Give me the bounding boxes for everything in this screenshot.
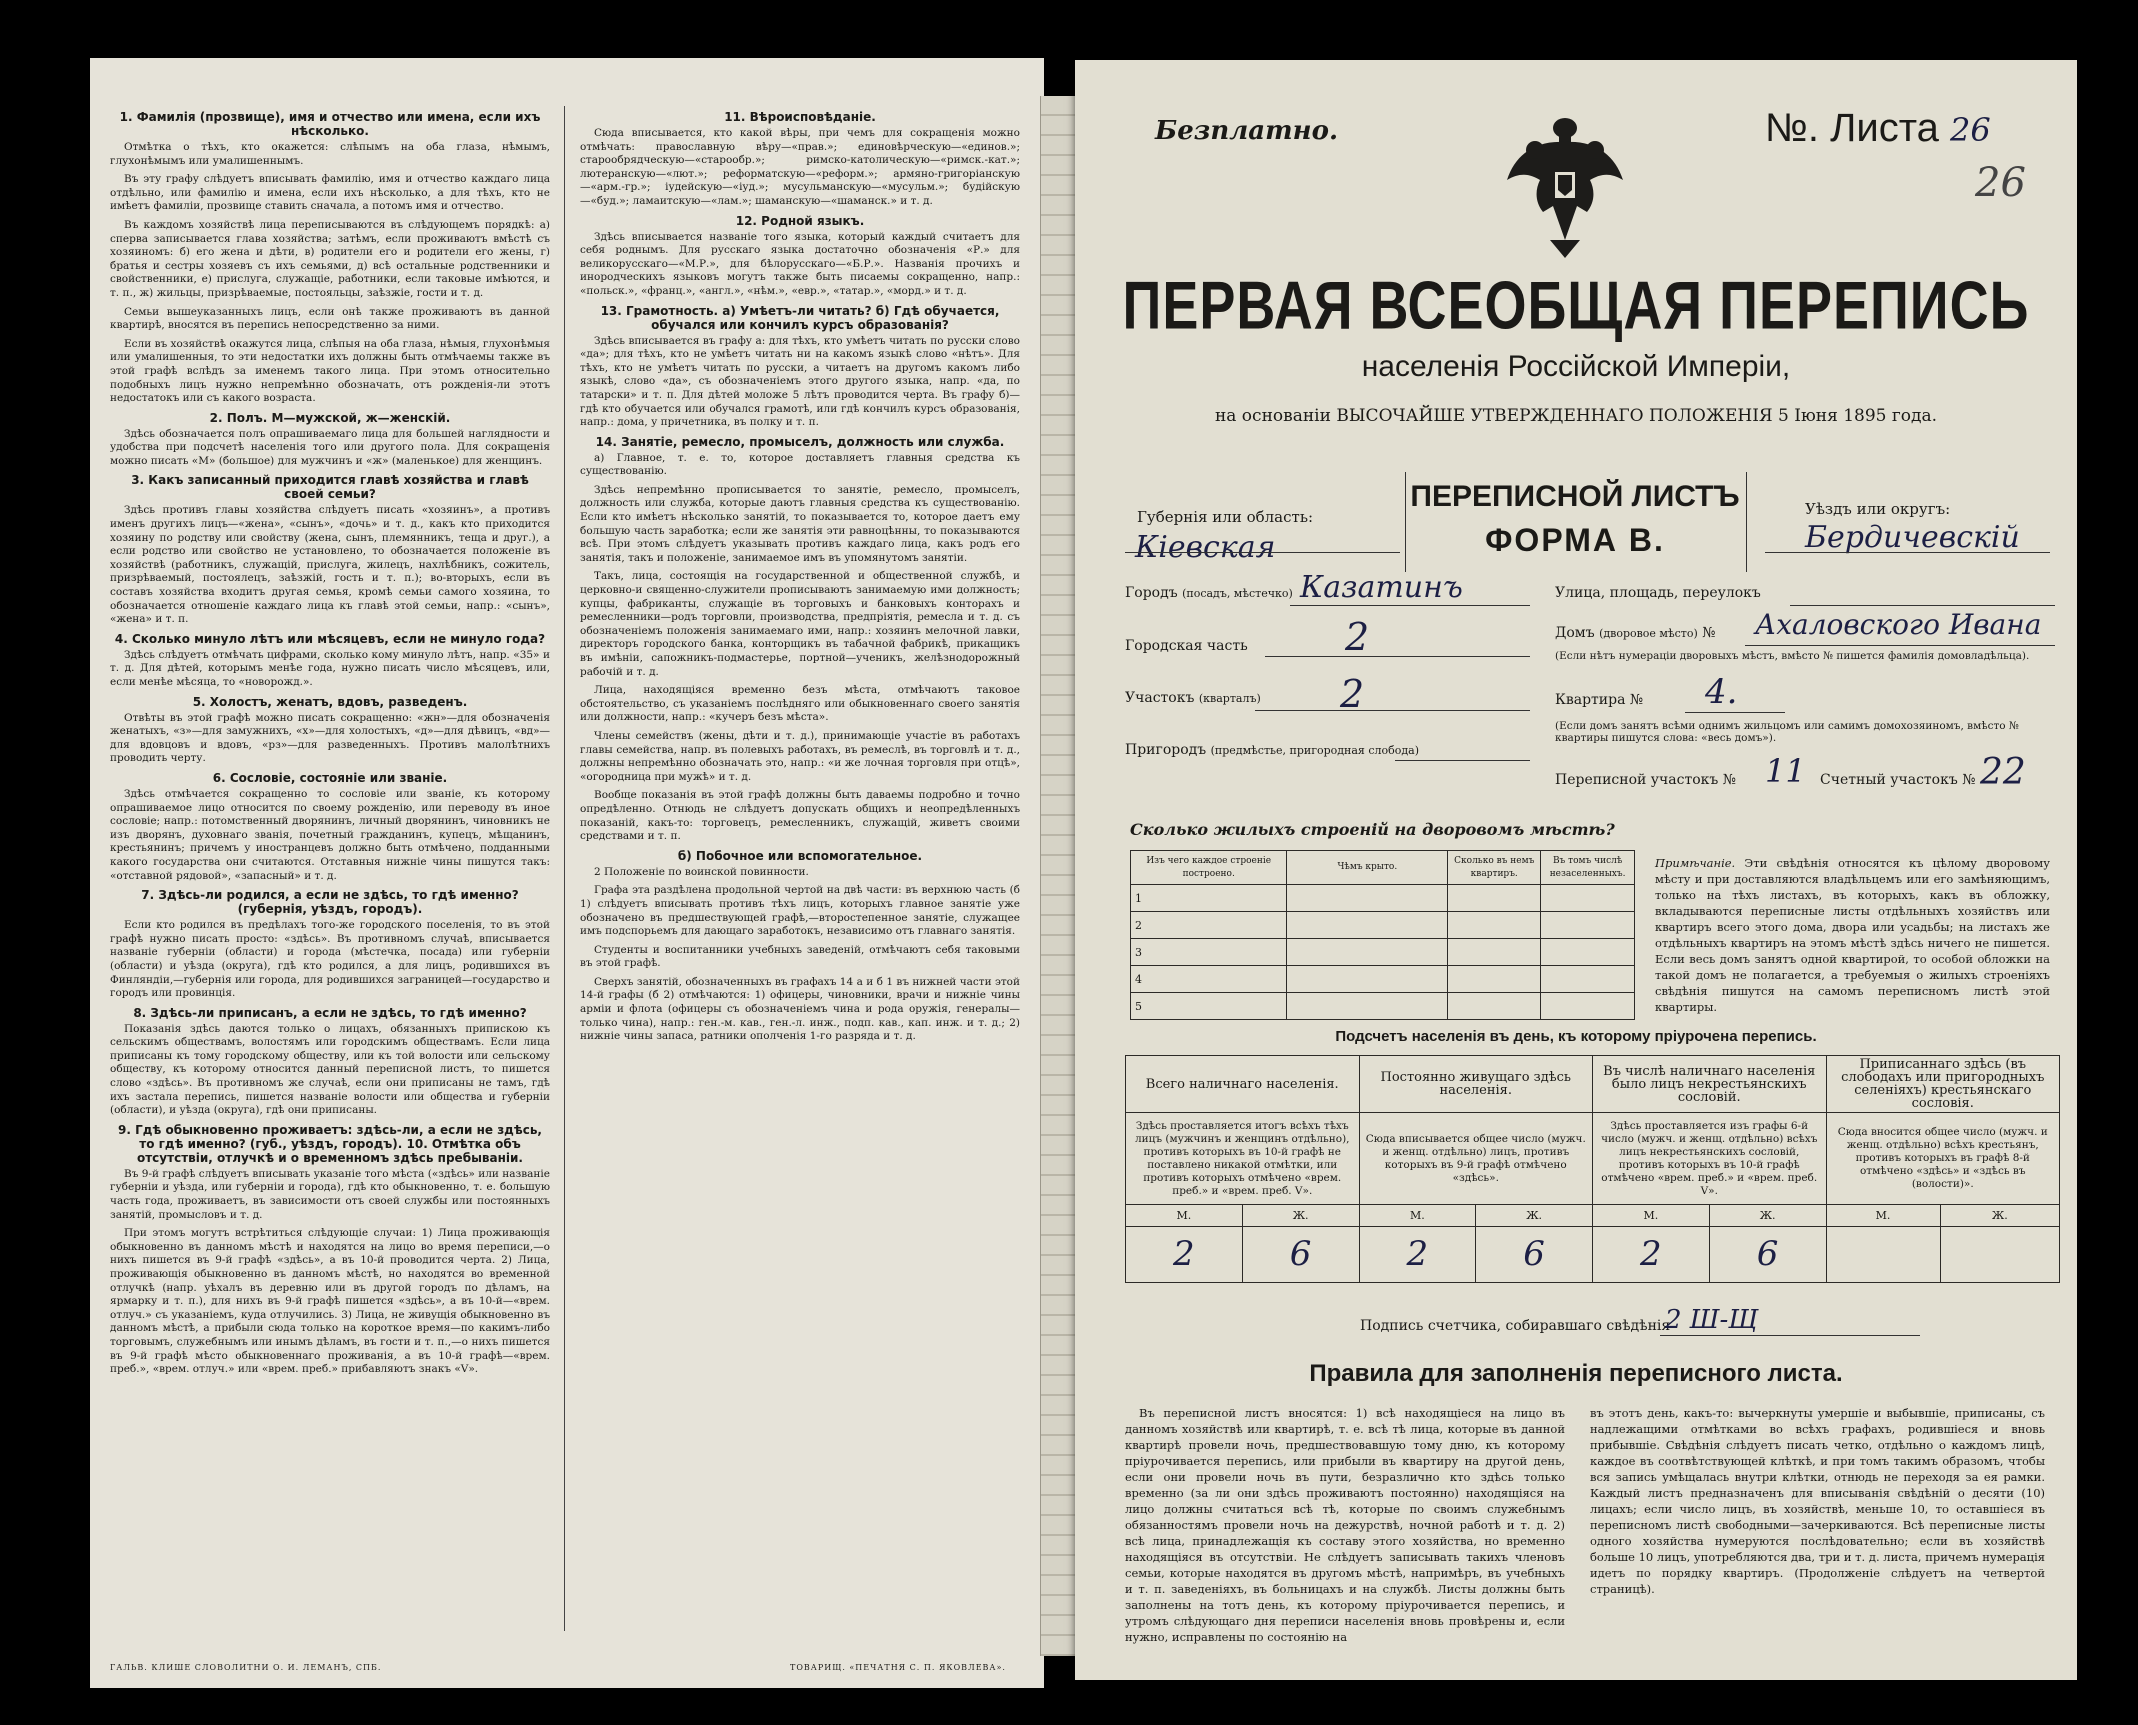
count-value (1826, 1227, 1940, 1283)
instruction-paragraph: Въ 9-й графѣ слѣдуетъ вписывать указаніе того мѣста («здѣсь» или названіе губерніи и уѣзда, или губерніи и города), гдѣ кто обыкновенно, т. е. большую часть года, проживаетъ, въ зависимости отъ своей службы или постоянныхъ занятій, промысловъ и т. д. (110, 1167, 550, 1221)
instruction-heading: 4. Сколько минуло лѣтъ или мѣсяцевъ, если не минуло года? (114, 631, 546, 646)
instruction-heading: 9. Гдѣ обыкновенно проживаетъ: здѣсь-ли, а если не здѣсь, то гдѣ именно? (губ., уѣздъ, городъ). 10. Отмѣтка объ отсутствіи, отлучкѣ и о временномъ здѣсь пребываніи. (118, 1122, 542, 1165)
table-row: 4 (1131, 966, 1635, 993)
census-district-value: 11 (1765, 752, 1806, 790)
count-header: Приписаннаго здѣсь (въ слободахъ или пригородныхъ селеніяхъ) крестьянскаго сословія. (1826, 1056, 2060, 1113)
sex-female-header: Ж. (1709, 1205, 1826, 1227)
rules-title: Правила для заполненія переписного листа. (1309, 1360, 1843, 1387)
uezd-underline (1765, 552, 2050, 553)
population-count-title: Подсчетъ населенія въ день, къ которому пріурочена перепись. (1335, 1028, 1817, 1045)
instruction-heading: 11. Вѣроисповѣданіе. (724, 110, 876, 124)
instruction-paragraph: Въ эту графу слѣдуетъ вписывать фамилію, имя и отчество каждаго лица отдѣльно, или фамилію и имена, если ихъ нѣсколько, а для тѣхъ, кто не имѣетъ фамиліи, прозвище ставить сначала, а потомъ имя и отчество. (110, 173, 550, 213)
buildings-table (1130, 850, 1635, 1020)
count-value: 2 (1359, 1227, 1476, 1283)
count-header: Въ числѣ наличнаго населенія было лицъ некрестьянскихъ сословій. (1593, 1056, 1827, 1113)
buildings-header-row (1131, 851, 1635, 885)
free-label: Безплатно. (1155, 116, 1338, 146)
table-row: 1 (1131, 885, 1635, 912)
instruction-paragraph: 2 Положеніе по воинской повинности. (594, 865, 809, 878)
city-label: Городъ (посадъ, мѣстечко) (1125, 585, 1293, 601)
street-underline (1790, 605, 2055, 606)
rules-column-2: въ этотъ день, какъ-то: вычеркнуты умершіе и выбывшіе, приписаны, съ надлежащими отмѣтками во всѣхъ графахъ, родившіеся и вновь прибывшіе. Свѣдѣнія слѣдуетъ писать четко, отдѣльно о каждомъ лицѣ, каждое въ соотвѣтствующей клѣткѣ, и при томъ такимъ образомъ, чтобы вся запись умѣщалась внутри клѣтки, отнюдь не переходя за ея рамки. Каждый листъ предназначенъ для вписыванія свѣдѣній о десяти (10) лицахъ; если число лицъ, въ хозяйствѣ, меньше 10, то оставшіеся въ переписномъ листѣ свободными—зачеркиваются. Всѣ переписные листы одного хозяйства нумеруются послѣдовательно; если въ хозяйствѣ больше 10 лицъ, употребляются два, три и т. д. листа, причемъ нумерація идетъ по порядку квартиръ. (Продолженіе слѣдуетъ на четвертой страницѣ). (1590, 1406, 2045, 1596)
census-district-label: Переписной участокъ № (1555, 772, 1736, 788)
instruction-heading: 1. Фамилія (прозвище), имя и отчество или имена, если ихъ нѣсколько. (119, 110, 541, 138)
sex-female-header: Ж. (1242, 1205, 1359, 1227)
instruction-heading: 13. Грамотность. а) Умѣетъ-ли читать? б) Гдѣ обучается, обучался или кончилъ курсъ образованія? (600, 303, 1000, 332)
instruction-paragraph: При этомъ могутъ встрѣтиться слѣдующіе случаи: 1) Лица проживающія обыкновенно въ данномъ мѣстѣ и находятся на лицо во время переписи,—о нихъ пишется въ 9-й графѣ «здѣсь», а въ 10-й проводится черта. 2) Лица, проживающія обыкновенно въ данномъ мѣстѣ, но находятся во временной отлучкѣ (напр. уѣхалъ въ деревню или въ другой городъ по дѣламъ, на ярмарку и т. п.), для нихъ въ 9-й графѣ пишется «здѣсь», а въ 10-й—«врем. отлуч.» съ указаніемъ, куда отлучились. 3) Лица, не живущія обыкновенно въ данномъ мѣстѣ, а прибыли сюда только на короткое время—по какимъ-либо торговымъ, служебнымъ или инымъ дѣламъ, въ гости и т. п.,—о нихъ пишется въ 9-й графѣ мѣсто обыкновеннаго проживанія, а въ 10-й графѣ—«врем. преб.», «врем. отлуч.» или «врем. преб.» прибавляютъ знакъ «V». (110, 1227, 550, 1376)
count-values-row (1126, 1227, 2060, 1283)
binding-spine (1040, 96, 1078, 1656)
instruction-paragraph: Показанія здѣсь даются только о лицахъ, обязанныхъ припискою къ сельскимъ обществамъ, волостямъ или городскимъ обществамъ. Если лица приписаны къ тому городскому обществу, или къ той волости или сельскому обществу, къ которому относится данный переписной листъ, то пишется слово «здѣсь». Въ противномъ же случаѣ, если они приписаны не тамъ, гдѣ ихъ застала перепись, пишется названіе волости или общества и губерніи (области), и уѣзда (округа), гдѣ они приписаны. (110, 1022, 550, 1117)
instruction-heading: 3. Какъ записанный приходится главѣ хозяйства и главѣ своей семьи? (131, 473, 529, 502)
right-page-census-form (1075, 60, 2077, 1680)
table-row: 5 (1131, 993, 1635, 1020)
uezd-value: Бердичевскій (1805, 520, 2020, 555)
instruction-heading: 2. Полъ. М—мужской, ж—женскій. (209, 410, 451, 425)
city-underline (1290, 605, 1530, 606)
double-headed-eagle-emblem (1495, 110, 1635, 260)
table-row: 2 (1131, 912, 1635, 939)
buildings-question: Сколько жилыхъ строеній на дворовомъ мѣстѣ? (1130, 820, 1615, 839)
counting-district-value: 22 (1980, 752, 2026, 793)
count-value: 2 (1126, 1227, 1243, 1283)
city-value: Казатинъ (1300, 570, 1463, 605)
suburb-underline (1395, 760, 1530, 761)
instruction-heading: 14. Занятіе, ремесло, промыселъ, должность или служба. (595, 434, 1005, 449)
signature-value: 2 Ш-Щ (1665, 1305, 1758, 1335)
instruction-paragraph: Здѣсь непремѣнно прописывается то занятіе, ремесло, промыселъ, должность или служба, которые даютъ главныя средства къ существованію. Если кто имѣетъ нѣсколько занятій, то показывается то, которое даетъ ему большую часть заработка; если же занятія эти равноцѣнны, то показываются всѣ. При этомъ слѣдуетъ указывать противъ каждаго лица, какъ родъ его занятія, такъ и положеніе, занимаемое имъ въ упомянутомъ занятіи. (580, 483, 1020, 564)
instruction-paragraph: Члены семействъ (жены, дѣти и т. д.), принимающіе участіе въ работахъ главы семейства, напр. въ полевыхъ работахъ, въ ремеслѣ, въ торговлѣ и т. д., должны непремѣнно обозначать это, напр.: «и же лочная торговля при отцѣ», «огородница при мужѣ» и т. д. (580, 729, 1020, 783)
legal-basis-line: на основаніи ВЫСОЧАЙШЕ УТВЕРЖДЕННАГО ПОЛОЖЕНІЯ 5 Іюня 1895 года. (1214, 406, 1938, 426)
sex-male-header: М. (1359, 1205, 1476, 1227)
form-title: ПЕРЕПИСНОЙ ЛИСТЪ (1410, 480, 1740, 513)
count-value: 2 (1593, 1227, 1710, 1283)
apartment-underline (1685, 712, 1785, 713)
buildings-header: Чѣмъ крыто. (1287, 851, 1448, 885)
uchastok-label: Участокъ (кварталъ) (1125, 690, 1261, 706)
document-title: ПЕРВАЯ ВСЕОБЩАЯ ПЕРЕПИСЬ (1122, 268, 2030, 344)
count-value: 6 (1709, 1227, 1826, 1283)
instruction-paragraph: Здѣсь отмѣчается сокращенно то сословіе или званіе, къ которому опрашиваемое лицо относится по своему рожденію, или переводу въ иное сословіе; напр.: потомственный дворянинъ, личный дворянинъ, чиновникъ не изъ дворянъ, духовнаго званія, почетный гражданинъ, купецъ, мѣщанинъ, крестьянинъ; причемъ у иностранцевъ должно быть отмѣчено, подданными какого государства они считаются. Отставныя нижніе чины пишутся такъ: «отставной рядовой», «запасный» и т. д. (110, 787, 550, 882)
rules-column-1: Въ переписной листъ вносятся: 1) всѣ находящіеся на лицо въ данномъ хозяйствѣ или квартирѣ, т. е. всѣ тѣ лица, которые въ данной квартирѣ провели ночь, предшествовавшую тому дню, къ которому пріурочивается перепись, или прибыли въ квартиру на другой день, если они провели ночь въ пути, безразлично кто здѣсь только временно (за ли они здѣсь проживаютъ постоянно) находящіяся на лицо должны считаться всѣ тѣ, которые по своимъ служебнымъ обязанностямъ провели ночь на дежурствѣ, ночной работѣ и т. д. 2) всѣ лица, принадлежащія къ составу этого хозяйства, но временно находящіяся въ отсутствіи. Не слѣдуетъ записывать такихъ членовъ семьи, которые находятся въ другомъ мѣстѣ, напримѣръ, въ учебныхъ и т. п. заведеніяхъ, въ больницахъ и на службѣ. Листы должны быть заполнены на тотъ день, къ которому пріурочивается перепись, и утромъ слѣдующаго дня переписи населенія вновь провѣрены и, если нужно, исправлены по состоянію на (1125, 1406, 1565, 1644)
apartment-label: Квартира № (1555, 692, 1644, 708)
printer-imprint-left: ГАЛЬВ. КЛИШЕ СЛОВОЛИТНИ О. И. ЛЕМАНЪ, СПБ. (110, 1663, 382, 1672)
signature-label: Подпись счетчика, собиравшаго свѣдѣнія (1360, 1318, 1671, 1334)
table-row: 3 (1131, 939, 1635, 966)
buildings-header: Въ томъ числѣ незаселенныхъ. (1541, 851, 1635, 885)
count-value (1940, 1227, 2059, 1283)
instructions-column-2 (580, 106, 1020, 1049)
corner-handwritten-mark: 26 (1975, 160, 2026, 206)
instruction-paragraph: Сюда вписывается, кто какой вѣры, при чемъ для сокращенія можно отмѣчать: православную вѣру—«прав.»; единовѣрческую—«единов.»; старообрядческую—«старообр.»; римско-католическую—«римск.-кат.»; лютеранскую—«лют.»; реформатскую—«реформ.»; армяно-григоріанскую—«арм.-гр.»; іудейскую—«іуд.»; мусульманскую—«мусульм.»; будійскую—«буд.»; ламаитскую—«лам.»; шаманскую—«шаманск.» и т. д. (580, 127, 1020, 207)
left-page-instructions (90, 58, 1044, 1688)
signature-underline (1660, 1335, 1920, 1336)
count-note: Сюда вносится общее число (мужч. и женщ. отдѣльно) всѣхъ крестьянъ, противъ которыхъ въ графѣ 8-й отмѣчено «здѣсь» и «здѣсь въ (волости)». (1826, 1113, 2060, 1205)
instruction-paragraph: Вообще показанія въ этой графѣ должны быть даваемы подробно и точно опредѣленно. Отнюдь не слѣдуетъ допускать общихъ и неопредѣленныхъ показаній, какъ-то: торговецъ, ремесленникъ, служащій, живетъ своими средствами и т. п. (580, 789, 1020, 843)
house-underline (1745, 645, 2055, 646)
sex-female-header: Ж. (1940, 1205, 2059, 1227)
apartment-hint: (Если домъ занятъ всѣми однимъ жильцомъ или самимъ домохозяиномъ, вмѣсто № квартиры пишутся слова: «весь домъ»). (1555, 720, 2019, 744)
gubernia-underline (1125, 552, 1400, 553)
instructions-column-1 (110, 106, 550, 1382)
buildings-note: Примѣчаніе. Эти свѣдѣнія относятся къ цѣлому дворовому мѣсту и при доставляются владѣльцемъ или его замѣняющимъ, только на тѣхъ листахъ, въ которыхъ, какъ въ обложку, вкладываются переписные листы отдѣльныхъ хозяйствъ или квартиръ всего этого дома, двора или усадьбы; на листахъ же отдѣльныхъ квартиръ на этомъ мѣстѣ здѣсь ничего не пишется. Если весь домъ занятъ одной квартирой, то особой обложки на такой домъ не полагается, а требуемыя о жилыхъ строеніяхъ свѣдѣнія пишутся на самомъ переписномъ листѣ этой квартиры. (1655, 856, 2051, 1014)
count-note: Здѣсь проставляется изъ графы 6-й число (мужч. и женщ. отдѣльно) всѣхъ лицъ некрестьянскихъ сословій, противъ которыхъ въ 10-й графѣ отмѣчено «врем. преб.» и «врем. преб. V». (1593, 1113, 1827, 1205)
instruction-heading: 6. Сословіе, состояніе или званіе. (212, 770, 448, 785)
count-header: Постоянно живущаго здѣсь населенія. (1359, 1056, 1593, 1113)
house-label: Домъ (дворовое мѣсто) № (1555, 625, 1716, 641)
apartment-value: 4. (1705, 672, 1738, 712)
city-part-underline (1265, 656, 1530, 657)
instruction-paragraph: Студенты и воспитанники учебныхъ заведеній, отмѣчаютъ себя таковыми въ этой графѣ. (580, 943, 1020, 970)
counting-district-label: Счетный участокъ № (1820, 772, 1976, 788)
count-note: Здѣсь проставляется итогъ всѣхъ тѣхъ лицъ (мужчинъ и женщинъ отдѣльно), противъ которыхъ въ 10-й графѣ не поставлено никакой отмѣтки, или противъ которыхъ отмѣчено «врем. преб.» и «врем. преб. V». (1126, 1113, 1360, 1205)
suburb-label: Пригородъ (предмѣстье, пригородная слобода) (1125, 742, 1420, 758)
count-value: 6 (1476, 1227, 1593, 1283)
instruction-paragraph: Въ каждомъ хозяйствѣ лица переписываются въ слѣдующемъ порядкѣ: а) сперва записывается глава хозяйства; затѣмъ, если проживаютъ вмѣстѣ съ хозяиномъ: б) его жена и дѣти, в) родители его и родители его жены, г) братья и сестры хозяевъ съ ихъ семьями, д) всѣ остальные родственники и свойственники, е) прислуга, служащіе, работники, если таковые имѣются, и т. п., ж) жильцы, призрѣваемые, постояльцы, заѣзжіе, гости и т. д. (110, 218, 550, 299)
sex-male-header: М. (1826, 1205, 1940, 1227)
instruction-paragraph: Здѣсь вписывается названіе того языка, который каждый считаетъ для себя роднымъ. Для русскаго языка достаточно обозначенія «Р.» для великорусскаго—«М.Р.», для бѣлорусскаго—«Б.Р.». Названія прочихъ и инородческихъ языковъ могутъ также быть писаемы сокращенно, напр.: «польск.», «франц.», «англ.», «нѣм.», «евр.», «татар.», «морд.» и т. д. (580, 230, 1020, 297)
uchastok-value: 2 (1340, 672, 1365, 716)
instruction-paragraph: Здѣсь слѣдуетъ отмѣчать цифрами, сколько кому минуло лѣтъ, напр. «35» и т. д. Для дѣтей, которымъ менѣе года, нужно писать число мѣсяцевъ, или, если менѣе мѣсяца, то «новорожд.». (110, 648, 550, 688)
house-hint: (Если нѣтъ нумераціи дворовыхъ мѣстъ, вмѣсто № пишется фамилія домовладѣльца). (1555, 650, 2030, 662)
house-value: Ахаловского Ивана (1755, 608, 2042, 641)
document-subtitle: населенія Россійской Имперіи, (1361, 350, 1791, 383)
sex-male-header: М. (1593, 1205, 1710, 1227)
instruction-paragraph: Графа эта раздѣлена продольной чертой на двѣ части: въ верхнюю часть (б 1) слѣдуетъ вписывать противъ тѣхъ лицъ, которыхъ главное занятіе уже обозначено въ предшествующей графѣ,—второстепенное занятіе, служащее имъ подспорьемъ для дающаго заработокъ, независимо отъ главнаго занятія. (580, 884, 1020, 938)
form-title-box (1405, 472, 1747, 572)
instruction-heading: 8. Здѣсь-ли приписанъ, а если не здѣсь, то гдѣ именно? (133, 1005, 527, 1020)
count-value: 6 (1242, 1227, 1359, 1283)
uezd-label: Уѣздъ или округъ: (1805, 500, 1951, 518)
instruction-heading: 12. Родной языкъ. (735, 213, 865, 228)
instruction-paragraph: Если кто родился въ предѣлахъ того-же городского поселенія, то въ этой графѣ нужно писать просто: «здѣсь». Въ противномъ случаѣ, вписывается названіе губерніи (области) и города (мѣстечка, посада) или губерніи (области) и уѣзда (округа), гдѣ кто родился, а для лицъ, родившихся въ Финляндіи,—губернія или города, для родившихся заграницей—государство и городъ или провинція. (110, 919, 550, 1000)
instruction-heading: б) Побочное или вспомогательное. (677, 848, 923, 863)
instruction-paragraph: Лица, находящіяся временно безъ мѣста, отмѣчаютъ таковое обстоятельство, съ указаніемъ послѣдняго или обыкновеннаго своего занятія или должности, напр.: «кучеръ безъ мѣста». (580, 684, 1020, 724)
population-count-table (1125, 1055, 2060, 1283)
gubernia-value: Кіевская (1135, 530, 1276, 565)
instruction-paragraph: Отвѣты въ этой графѣ можно писать сокращенно: «жн»—для обозначенія женатыхъ, «з»—для замужнихъ, «х»—для холостыхъ, «д»—для дѣвицъ, «вд»—для вдовцовъ и вдовъ, «рз»—для разведенныхъ. Противъ малолѣтнихъ проводить черту. (110, 711, 550, 765)
instruction-paragraph: а) Главное, т. е. то, которое доставляетъ главныя средства къ существованію. (580, 451, 1020, 478)
instruction-heading: 5. Холостъ, женатъ, вдовъ, разведенъ. (192, 694, 468, 709)
instruction-paragraph: Здѣсь вписывается въ графу а: для тѣхъ, кто умѣетъ читать по русски слово «да»; для тѣхъ, кто не умѣетъ читать ни на какомъ языкѣ слово «нѣтъ». Для тѣхъ, кто не умѣетъ читать по русски, а читаетъ на другомъ какомъ либо языкѣ, слово «да», съ обозначеніемъ этого другого языка, напр. «да, по татарски» и т. п. Для дѣтей моложе 5 лѣтъ проводится черта. Въ графу б)—гдѣ кто обучается или обучался грамотѣ, или гдѣ кончилъ курсъ образованія, напр.: дома, у причетника, въ полку и т. п. (580, 334, 1020, 429)
count-note: Сюда вписывается общее число (мужч. и женщ. отдѣльно) лицъ, противъ которыхъ въ 9-й графѣ отмѣчено «здѣсь». (1359, 1113, 1593, 1205)
form-subtitle: ФОРМА В. (1485, 522, 1665, 558)
uchastok-underline (1255, 710, 1530, 711)
gubernia-label: Губернія или область: (1137, 508, 1314, 526)
instruction-paragraph: Здѣсь обозначается полъ опрашиваемаго лица для большей наглядности и удобства при подсчетѣ населенія того или другого пола. Для сокращенія можно писать «М» (большое) для мужчинъ и «ж» (маленькое) для женщинъ. (110, 427, 550, 467)
column-divider (564, 106, 565, 1631)
instruction-heading: 7. Здѣсь-ли родился, а если не здѣсь, то гдѣ именно? (губернія, уѣздъ, городъ). (141, 888, 519, 917)
sheet-number-value: 26 (1949, 111, 1991, 149)
buildings-header: Изъ чего каждое строеніе построено. (1131, 851, 1287, 885)
city-part-value: 2 (1345, 615, 1370, 659)
street-label: Улица, площадь, переулокъ (1555, 585, 1761, 601)
instruction-paragraph: Семьи вышеуказанныхъ лицъ, если онѣ также проживаютъ въ данной квартирѣ, вносятся въ перепись непосредственно за ними. (110, 305, 550, 332)
instruction-paragraph: Такъ, лица, состоящія на государственной и общественной службѣ, и церковно-и священно-служители прописываютъ занимаемую ими должность; купцы, фабриканты, служащіе въ торговыхъ и банковыхъ конторахъ и ремесленники—родъ торговли, производства, предпріятія, ремесла и т. д. съ обозначеніемъ положенія занимаемаго ими, напр.: хозяинъ мелочной лавки, директоръ городского банка, конторщикъ въ табачной фабрикѣ, прикащикъ въ имѣніи, сапожникъ-подмастерье, портной—ученикъ, желѣзнодорожный рабочій и т. д. (580, 570, 1020, 678)
sex-female-header: Ж. (1476, 1205, 1593, 1227)
buildings-header: Сколько въ немъ квартиръ. (1448, 851, 1541, 885)
city-part-label: Городская часть (1125, 638, 1248, 654)
instruction-paragraph: Если въ хозяйствѣ окажутся лица, слѣпыя на оба глаза, нѣмыя, глухонѣмыя или умалишенныя, то эти недостатки ихъ должны быть отмѣчаемы также въ этой графѣ вслѣдъ за именемъ такого лица. При этомъ относительно подобныхъ лицъ нужно непремѣнно обозначать, отъ рожденія-ли этотъ недостатокъ или съ какого возраста. (110, 337, 550, 405)
instruction-paragraph: Здѣсь противъ главы хозяйства слѣдуетъ писать «хозяинъ», а противъ именъ другихъ лицъ—«жена», «сынъ», «дочь» и т. д., какъ кто приходится хозяину по родству или свойству (жена, сынъ, племянникъ, теща и друг.), а если родство или свойство не установлено, то обозначается положеніе въ хозяйствѣ (работникъ, служащій, прислуга, жилецъ, нахлѣбникъ, сожитель, призрѣваемый, постоялецъ, заѣзжій, гость и т. п.); во-вторыхъ, если въ составъ хозяйства входитъ другая семья, кромѣ семьи самого хозяина, то обозначается отношеніе каждаго лица къ главѣ этой семьи, напр.: «сынъ», «жена» и т. п. (110, 504, 550, 626)
instruction-paragraph: Сверхъ занятій, обозначенныхъ въ графахъ 14 а и б 1 въ нижней части этой 14-й графы (б 2) отмѣчаются: 1) офицеры, чиновники, врачи и нижніе чины арміи и флота (офицеры съ обозначеніемъ чина и рода оружія, генералы—только чина), напр.: ген.-м. кав., ген.-л. инж., подп. кав., кап. инж. и т. д.; 2) нижніе чины запаса, ратники ополченія 1-го разряда и т. д. (580, 975, 1020, 1043)
sheet-number-label: №. Листа 26 (1765, 106, 1991, 150)
printer-imprint-right: ТОВАРИЩ. «ПЕЧАТНЯ С. П. ЯКОВЛЕВА». (790, 1663, 1006, 1672)
sex-male-header: М. (1126, 1205, 1243, 1227)
count-header: Всего наличнаго населенія. (1126, 1056, 1360, 1113)
instruction-paragraph: Отмѣтка о тѣхъ, кто окажется: слѣпымъ на оба глаза, нѣмымъ, глухонѣмымъ или умалишеннымъ. (110, 141, 550, 167)
